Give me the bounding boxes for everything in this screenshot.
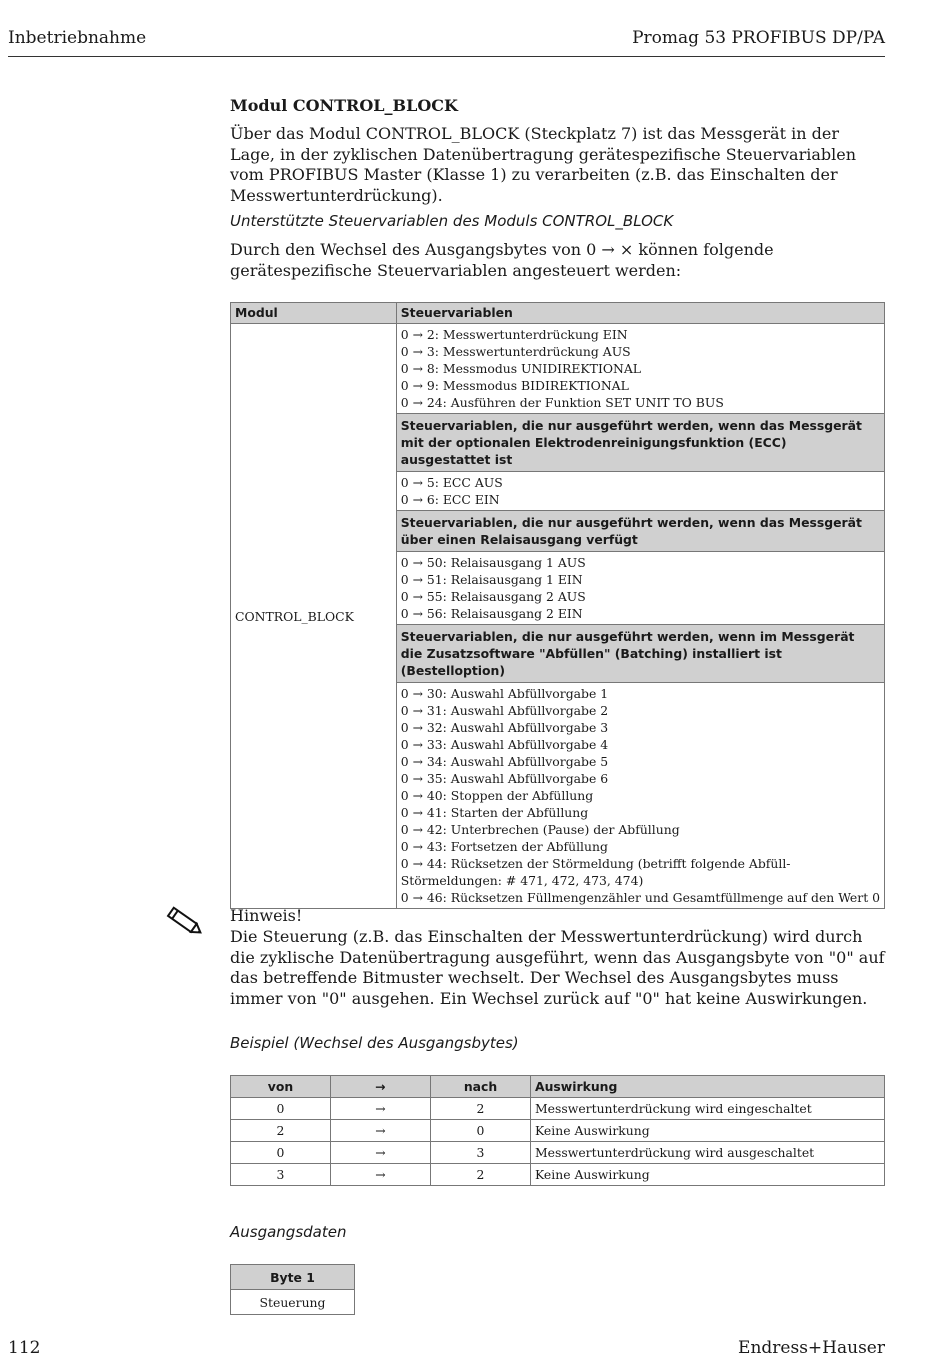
cell-nach: 0 [431,1120,531,1142]
cell-von: 0 [231,1098,331,1120]
cell-auswirkung: Keine Auswirkung [531,1120,885,1142]
variable-item: 0 → 33: Auswahl Abfüllvorgabe 4 [400,737,609,752]
table-row [231,1120,885,1142]
cell-auswirkung: Messwertunterdrückung wird ausgeschaltet [531,1142,885,1164]
note-title: Hinweis! [230,906,303,925]
brand-name: Endress+Hauser [738,1338,885,1358]
control-variables-table [230,302,885,909]
section-title: Modul CONTROL_BLOCK [230,96,458,115]
variables-group-batching [396,683,884,909]
variable-item: 0 → 9: Messmodus BIDIREKTIONAL [400,378,629,393]
cell-arrow: → [331,1098,431,1120]
note-text: Die Steuerung (z.B. das Einschalten der Messwertunterdrückung) wird durch die zyklische Datenübertragung ausgeführt, wenn das Ausgangsbyte von "0" auf das betreffende Bitmuster wechselt. Der Wechsel des Ausgangsbytes muss immer von "0" ausgehen. Ein Wechsel zurück auf "0" hat keine Auswirkungen. [230,927,885,1008]
cell-arrow: → [331,1142,431,1164]
variable-item: 0 → 32: Auswahl Abfüllvorgabe 3 [400,720,609,735]
cell-auswirkung: Messwertunterdrückung wird eingeschaltet [531,1098,885,1120]
subsection-title: Unterstützte Steuervariablen des Moduls CONTROL_BLOCK [230,212,674,230]
column-header-steuervariablen: Steuervariablen [396,303,884,324]
variable-item: 0 → 3: Messwertunterdrückung AUS [400,344,631,359]
variable-item: 0 → 56: Relaisausgang 2 EIN [400,606,583,621]
byte-value-cell: Steuerung [231,1290,355,1315]
header-rule [8,56,885,57]
variable-item: 0 → 43: Fortsetzen der Abfüllung [400,839,608,854]
relay-condition-row: Steuervariablen, die nur ausgeführt werden, wenn das Messgerät über einen Relaisausgang verfügt [396,511,884,552]
column-header-modul: Modul [231,303,397,324]
variable-item: 0 → 44: Rücksetzen der Störmeldung (betrifft folgende Abfüll-Störmeldungen: # 471, 472, 473, 474) [400,856,791,888]
table-row [231,1142,885,1164]
cell-von: 3 [231,1164,331,1186]
batching-condition-row: Steuervariablen, die nur ausgeführt werden, wenn im Messgerät die Zusatzsoftware "Abfüllen" (Batching) installiert ist (Bestelloption) [396,625,884,683]
variables-group-ecc [396,472,884,511]
variables-group-relay [396,552,884,625]
variable-item: 0 → 55: Relaisausgang 2 AUS [400,589,586,604]
cell-von: 2 [231,1120,331,1142]
variable-item: 0 → 5: ECC AUS [400,475,503,490]
column-header-arrow: → [331,1076,431,1098]
variable-item: 0 → 2: Messwertunterdrückung EIN [400,327,628,342]
variable-item: 0 → 50: Relaisausgang 1 AUS [400,555,586,570]
header-product-title: Promag 53 PROFIBUS DP/PA [632,28,885,48]
cell-von: 0 [231,1142,331,1164]
subsection-paragraph: Durch den Wechsel des Ausgangsbytes von 0 → × können folgende gerätespezifische Steuervariablen angesteuert werden: [230,240,774,280]
variable-item: 0 → 8: Messmodus UNIDIREKTIONAL [400,361,642,376]
variable-item: 0 → 6: ECC EIN [400,492,500,507]
cell-nach: 2 [431,1098,531,1120]
variables-group-general [396,324,884,414]
column-header-byte: Byte 1 [231,1265,355,1290]
column-header-auswirkung: Auswirkung [531,1076,885,1098]
table-row [231,1164,885,1186]
variable-item: 0 → 42: Unterbrechen (Pause) der Abfüllung [400,822,680,837]
cell-arrow: → [331,1120,431,1142]
example-table [230,1075,885,1186]
pencil-icon [162,903,206,939]
variable-item: 0 → 40: Stoppen der Abfüllung [400,788,594,803]
variable-item: 0 → 35: Auswahl Abfüllvorgabe 6 [400,771,609,786]
variable-item: 0 → 31: Auswahl Abfüllvorgabe 2 [400,703,609,718]
page-number: 112 [8,1338,41,1358]
column-header-nach: nach [431,1076,531,1098]
intro-paragraph: Über das Modul CONTROL_BLOCK (Steckplatz 7) ist das Messgerät in der Lage, in der zyklischen Datenübertragung gerätespezifische Steuervariablen vom PROFIBUS Master (Klasse 1) zu verarbeiten (z.B. das Einschalten der Messwertunterdrückung). [230,124,857,205]
variable-item: 0 → 24: Ausführen der Funktion SET UNIT TO BUS [400,395,724,410]
column-header-von: von [231,1076,331,1098]
module-name-cell: CONTROL_BLOCK [231,324,397,909]
cell-nach: 2 [431,1164,531,1186]
example-title: Beispiel (Wechsel des Ausgangsbytes) [230,1034,519,1052]
variable-item: 0 → 30: Auswahl Abfüllvorgabe 1 [400,686,609,701]
cell-nach: 3 [431,1142,531,1164]
output-data-title: Ausgangsdaten [230,1223,347,1241]
cell-auswirkung: Keine Auswirkung [531,1164,885,1186]
variable-item: 0 → 34: Auswahl Abfüllvorgabe 5 [400,754,609,769]
table-row [231,1098,885,1120]
variable-item: 0 → 51: Relaisausgang 1 EIN [400,572,583,587]
ecc-condition-row: Steuervariablen, die nur ausgeführt werden, wenn das Messgerät mit der optionalen Elektrodenreinigungsfunktion (ECC) ausgestattet ist [396,414,884,472]
variable-item: 0 → 46: Rücksetzen Füllmengenzähler und Gesamtfüllmenge auf den Wert 0 [400,890,880,905]
variable-item: 0 → 41: Starten der Abfüllung [400,805,589,820]
output-data-table [230,1264,355,1315]
header-section-title: Inbetriebnahme [8,28,147,48]
cell-arrow: → [331,1164,431,1186]
